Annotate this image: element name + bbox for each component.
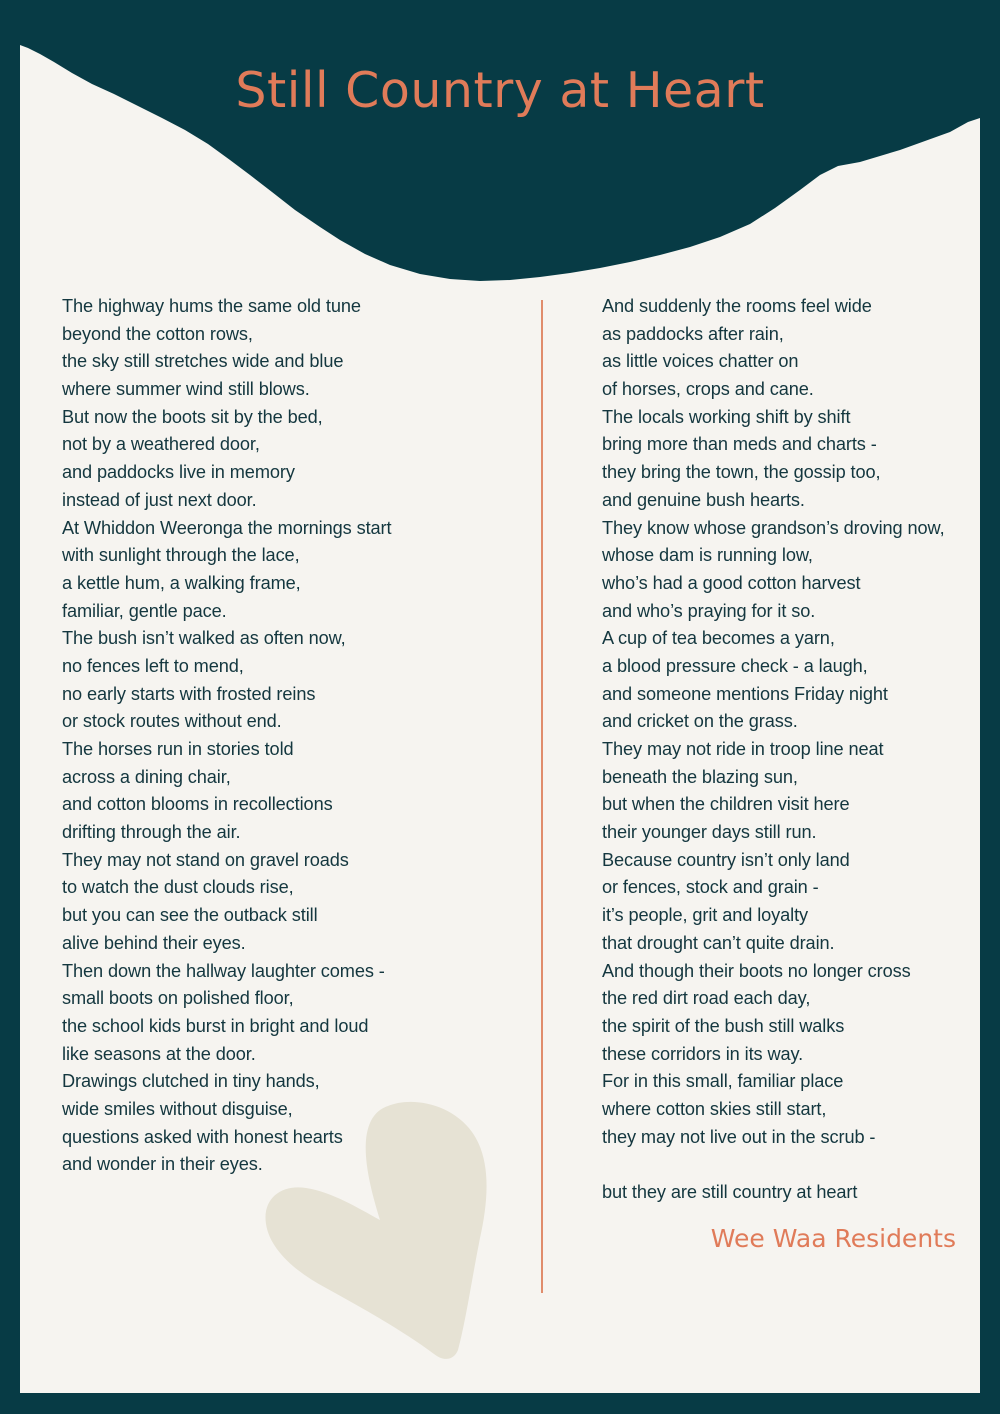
heart-icon <box>262 1098 494 1362</box>
poem-line: alive behind their eyes. <box>62 932 246 953</box>
poem-line: where cotton skies still start, <box>602 1098 827 1119</box>
poem-line: wide smiles without disguise, <box>62 1098 293 1119</box>
poem-line: The bush isn’t walked as often now, <box>62 628 346 649</box>
poem-line: bring more than meds and charts - <box>602 434 877 455</box>
poem-right-column <box>602 293 945 1207</box>
poem-line: but they are still country at heart <box>602 1182 858 1202</box>
poem-line: their younger days still run. <box>602 822 817 843</box>
poem-line: or fences, stock and grain - <box>602 877 819 898</box>
poem-line: questions asked with honest hearts <box>62 1126 343 1147</box>
poem-line: or stock routes without end. <box>62 711 282 732</box>
poem-line: small boots on polished floor, <box>62 988 294 1009</box>
poem-line: whose dam is running low, <box>602 545 813 566</box>
poem-line: across a dining chair, <box>62 766 231 787</box>
poem-line: like seasons at the door. <box>62 1043 256 1064</box>
poem-line: no early starts with frosted reins <box>62 683 316 704</box>
poem-line: They know whose grandson’s droving now, <box>602 517 945 538</box>
poem-line: instead of just next door. <box>62 489 257 510</box>
poem-left-column <box>62 293 391 1179</box>
poem-line: and genuine bush hearts. <box>602 489 805 510</box>
poem-line: as little voices chatter on <box>602 351 799 372</box>
poem-line: Then down the hallway laughter comes - <box>62 960 385 981</box>
poem-line: to watch the dust clouds rise, <box>62 877 294 898</box>
poem-line: and who’s praying for it so. <box>602 600 816 621</box>
poem-line: not by a weathered door, <box>62 434 260 455</box>
poem-line: they may not live out in the scrub - <box>602 1126 876 1147</box>
poem-line: The horses run in stories told <box>62 739 294 759</box>
poem-title: Still Country at Heart <box>235 62 765 119</box>
poem-line: the spirit of the bush still walks <box>602 1015 845 1036</box>
poem-line: but you can see the outback still <box>62 905 318 926</box>
poem-line: But now the boots sit by the bed, <box>62 406 323 427</box>
column-divider <box>541 300 543 1293</box>
poem-line: who’s had a good cotton harvest <box>602 572 861 593</box>
poem-line: and cotton blooms in recollections <box>62 794 333 815</box>
poem-line: They may not stand on gravel roads <box>62 849 349 870</box>
poem-line: the red dirt road each day, <box>602 988 811 1009</box>
poem-line: that drought can’t quite drain. <box>602 932 835 953</box>
poem-line: They may not ride in troop line neat <box>602 739 884 759</box>
poem-line: where summer wind still blows. <box>62 379 310 400</box>
poem-line: they bring the town, the gossip too, <box>602 462 881 483</box>
poem-line: drifting through the air. <box>62 822 241 843</box>
poem-line: and paddocks live in memory <box>62 462 295 483</box>
poem-line: the sky still stretches wide and blue <box>62 351 344 372</box>
poem-line: but when the children visit here <box>602 794 850 815</box>
poem-line: of horses, crops and cane. <box>602 379 814 400</box>
poem-line: And though their boots no longer cross <box>602 960 911 981</box>
poem-line <box>602 1151 945 1179</box>
poem-line: no fences left to mend, <box>62 655 244 676</box>
poem-line: a blood pressure check - a laugh, <box>602 655 868 676</box>
poem-line: beyond the cotton rows, <box>62 323 253 344</box>
poem-line: the school kids burst in bright and loud <box>62 1015 369 1036</box>
poem-line: and someone mentions Friday night <box>602 683 888 704</box>
poem-line: The highway hums the same old tune <box>62 296 361 316</box>
poem-line: as paddocks after rain, <box>602 323 784 344</box>
poem-line: For in this small, familiar place <box>602 1071 844 1092</box>
poem-line: The locals working shift by shift <box>602 406 851 427</box>
poem-line: Because country isn’t only land <box>602 849 850 870</box>
poem-line: At Whiddon Weeronga the mornings start <box>62 517 392 538</box>
poem-line: it’s people, grit and loyalty <box>602 905 809 926</box>
poem-line: these corridors in its way. <box>602 1043 804 1064</box>
poem-line: Drawings clutched in tiny hands, <box>62 1071 320 1092</box>
poem-signature: Wee Waa Residents <box>710 1224 956 1253</box>
poem-line: with sunlight through the lace, <box>62 545 300 566</box>
poem-line: And suddenly the rooms feel wide <box>602 296 872 316</box>
poem-line: beneath the blazing sun, <box>602 766 798 787</box>
poem-line: a kettle hum, a walking frame, <box>62 572 301 593</box>
poem-line: and cricket on the grass. <box>602 711 798 732</box>
poem-line: A cup of tea becomes a yarn, <box>602 628 835 649</box>
poem-line: and wonder in their eyes. <box>62 1154 263 1175</box>
poem-line: familiar, gentle pace. <box>62 600 227 621</box>
